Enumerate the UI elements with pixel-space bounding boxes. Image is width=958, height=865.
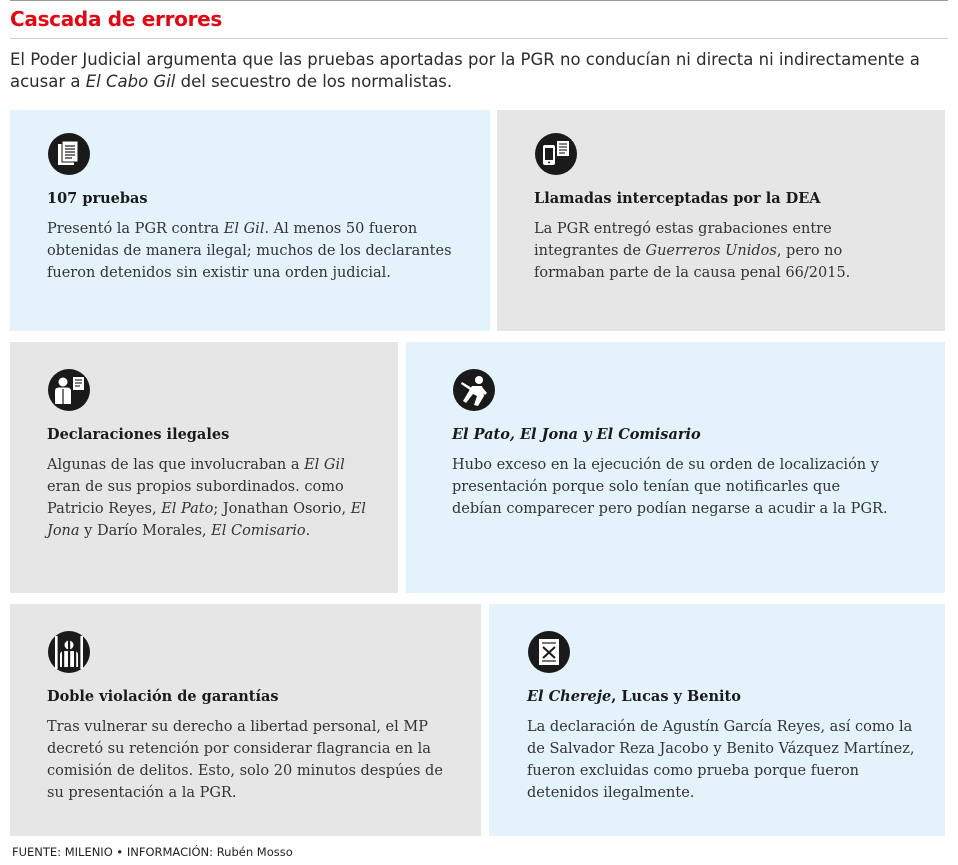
intro-emphasis: El Cabo Gil [85,72,176,91]
card-body: La declaración de Agustín García Reyes, así como la de Salvador Reza Jacobo y Benito Vázquez Martínez, fueron excluidas como prueba porque fueron detenidos ilegalmente. [527,719,915,801]
title-part: , Lucas y Benito [611,688,741,705]
prisoner-bars-icon [47,630,91,674]
rejected-document-icon [527,630,571,674]
card-title [527,688,741,705]
card-doble-violacion [10,604,481,836]
body-text: Presentó la PGR contra [47,221,224,237]
card-chereje-lucas-benito [489,604,945,836]
card-pruebas [10,110,490,331]
card-title [452,426,701,443]
body-emphasis: El Comisario [211,523,306,539]
body-text: ; Jonathan Osorio, [213,501,351,517]
body-emphasis: El Pato [161,501,214,517]
card-body [534,218,874,284]
arrest-icon [452,368,496,412]
card-title: 107 pruebas [47,190,148,207]
intro-text-1: El Poder Judicial argumenta que las pruebas aportadas por la PGR no conducían ni directa ni indirectamente a acusar a [10,50,920,91]
body-text: Algunas de las que involucraban a [47,457,305,473]
source-credit: FUENTE: MILENIO • INFORMACIÓN: Rubén Mosso [12,845,293,859]
title-part: , [509,426,520,443]
card-title: Llamadas interceptadas por la DEA [534,190,821,207]
body-text: , pero no formaban parte de la causa penal 66/2015. [534,243,851,281]
body-emphasis: Guerreros Unidos [645,243,777,259]
title-divider [10,38,948,39]
body-emphasis: El Gil [304,457,345,473]
page-title: Cascada de errores [10,7,223,31]
card-title: Doble violación de garantías [47,688,279,705]
title-part: El Jona [520,426,579,443]
person-statement-icon [47,368,91,412]
card-declaraciones [10,342,398,593]
title-part: y [578,426,597,443]
card-body [47,218,457,284]
body-text: La PGR entregó estas grabaciones entre integrantes de [534,221,832,259]
title-part: El Chereje [527,688,612,705]
title-part: El Comisario [596,426,701,443]
card-body: Hubo exceso en la ejecución de su orden de localización y presentación porque solo tenían que notificarles que debían comparecer pero podían negarse a acudir a la PGR. [452,457,888,517]
card-llamadas [497,110,945,331]
top-rule [10,0,948,1]
body-text: y Darío Morales, [79,523,212,539]
documents-icon [47,132,91,176]
body-emphasis: El Jona [47,501,366,539]
card-pato-jona-comisario [406,342,945,593]
body-emphasis: El Gil [223,221,265,237]
body-text: . [305,523,311,539]
card-title: Declaraciones ilegales [47,426,230,443]
phone-document-icon [534,132,578,176]
body-text: eran de sus propios subordinados. como Patricio Reyes, [47,479,344,517]
body-text: . Al menos 50 fueron obtenidas de manera ilegal; muchos de los declarantes fueron detenidos sin existir una orden judicial. [47,221,452,281]
card-body: Tras vulnerar su derecho a libertad personal, el MP decretó su retención por considerar flagrancia en la comisión de delitos. Esto, solo 20 minutos despúes de su presentación a la PGR. [47,719,443,801]
card-body [47,454,377,542]
intro-paragraph [10,49,945,93]
intro-text-2: del secuestro de los normalistas. [175,72,453,91]
title-part: El Pato [452,426,510,443]
